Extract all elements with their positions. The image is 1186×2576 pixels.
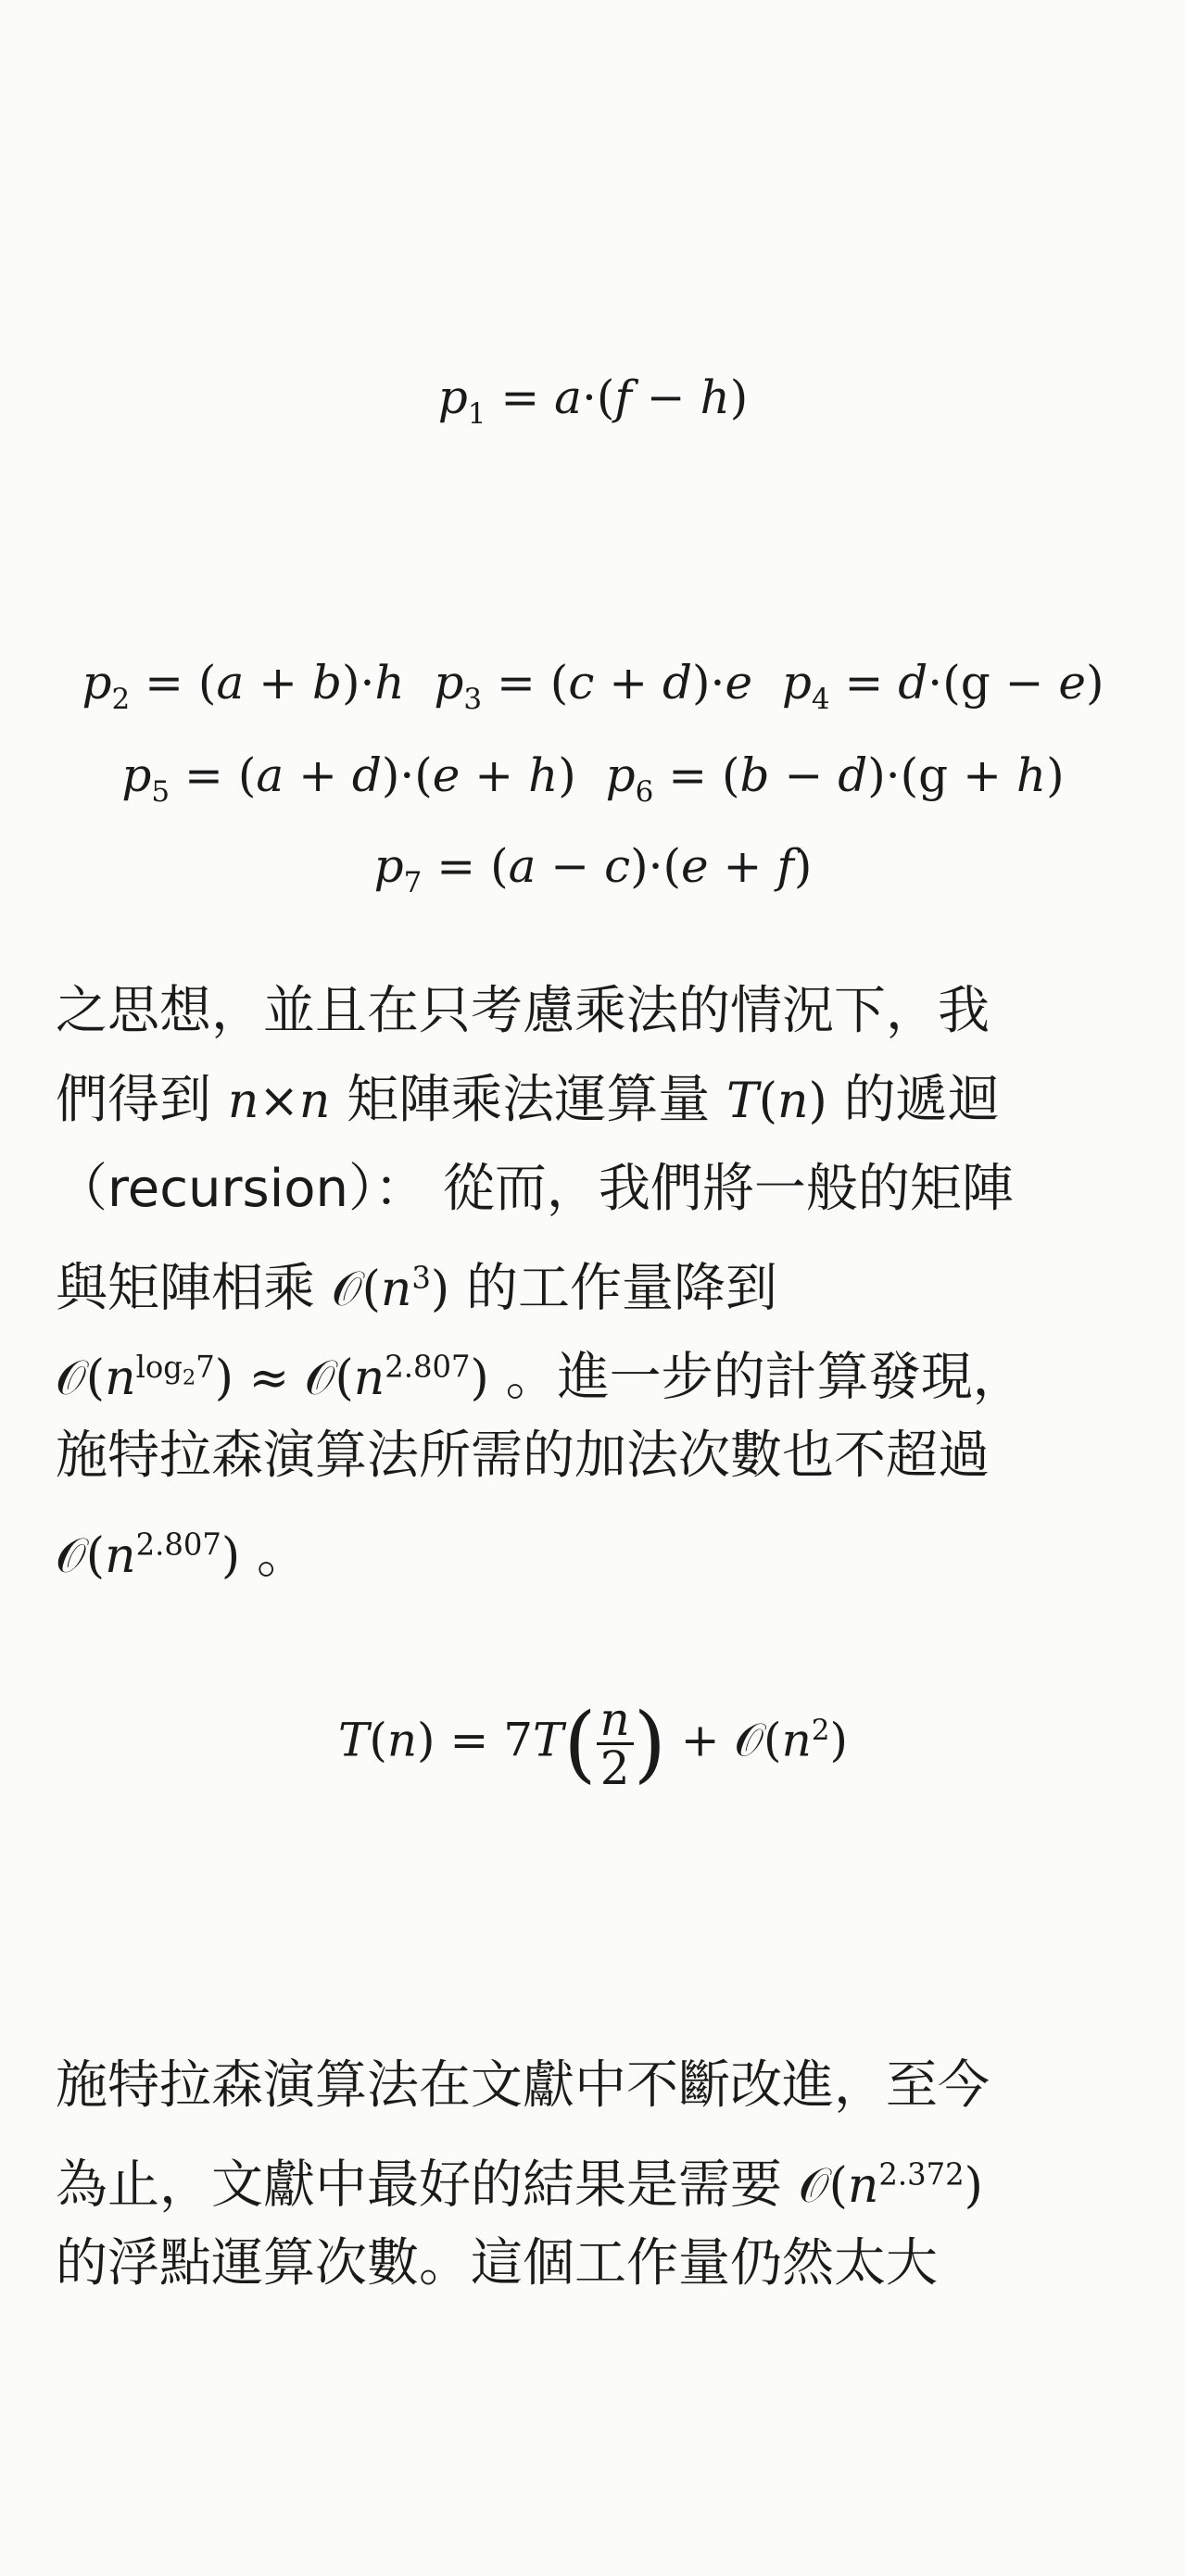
text-run: 的工作量降到 <box>466 1258 777 1319</box>
paragraph-line <box>56 2130 1149 2219</box>
math-n-by-n: n×n <box>227 1074 331 1129</box>
recurrence-equation: T(n) = 7T( $\frac{n}{2}$ ) + $𝒪(n^2)$ <box>337 1692 849 1795</box>
equation-p7: $p_7 = (a - c)\cdot(e + f)$ <box>373 839 813 899</box>
paragraph-line: （recursion）： 從而，我們將一般的矩陣 <box>56 1159 1014 1219</box>
paragraph-line: 施特拉森演算法在文獻中不斷改進，至今 <box>56 2055 990 2116</box>
text-run: 與矩陣相乘 <box>56 1258 315 1319</box>
math-o-n-2807: $𝒪(n^{2.807})$ <box>56 1527 241 1585</box>
math-t-of-n: T(n) <box>726 1074 827 1129</box>
equation-p5: $p_5 = (a + d)\cdot(e + h)$ <box>121 748 576 809</box>
text-run: 矩陣乘法運算量 <box>347 1070 711 1130</box>
paragraph-strassen-recursion <box>56 967 1149 1590</box>
text-run: 的遞迴 <box>843 1070 1000 1130</box>
equation-p2: $p_2 = (a + b)\cdot h$ <box>82 656 405 716</box>
text-run: 。 <box>256 1525 309 1586</box>
math-o-n-cubed: $𝒪(n^3)$ <box>331 1261 450 1318</box>
equation-p5-p6 <box>0 748 1186 809</box>
paragraph-line: 的浮點運算次數。這個工作量仍然太大 <box>56 2233 938 2293</box>
paragraph-line <box>56 1234 1149 1323</box>
equation-p6: $p_6 = (b - d)\cdot(g + h)$ <box>605 748 1065 809</box>
paragraph-line <box>56 1056 1149 1145</box>
math-o-n-log7: $𝒪(n^{log_27})$ ≈ $𝒪(n^{2.807})$ <box>56 1350 489 1407</box>
text-run: 。進一步的計算發現， <box>505 1347 1025 1408</box>
paragraph-line <box>56 1323 1149 1412</box>
text-run: 為止，文獻中最好的結果是需要 <box>56 2155 782 2216</box>
equation-p2-p4 <box>0 656 1186 716</box>
equation-p1: $p_1 = a\cdot(f - h)$ <box>437 371 749 431</box>
fraction-n-over-2: $\frac{n}{2}$ <box>597 1696 634 1791</box>
paragraph-improvements <box>56 2042 1149 2308</box>
text-run: 們得到 <box>56 1070 211 1130</box>
paragraph-line: 之思想，並且在只考慮乘法的情況下，我 <box>56 981 990 1041</box>
equation-p3: $p_3 = (c + d)\cdot e$ <box>434 656 753 716</box>
paragraph-line <box>56 1501 1149 1590</box>
paragraph-line: 施特拉森演算法所需的加法次數也不超過 <box>56 1426 990 1486</box>
math-o-n-2372: $𝒪(n^{2.372})$ <box>798 2157 983 2215</box>
equation-p4: $p_4 = d\cdot(g - e)$ <box>781 656 1104 716</box>
